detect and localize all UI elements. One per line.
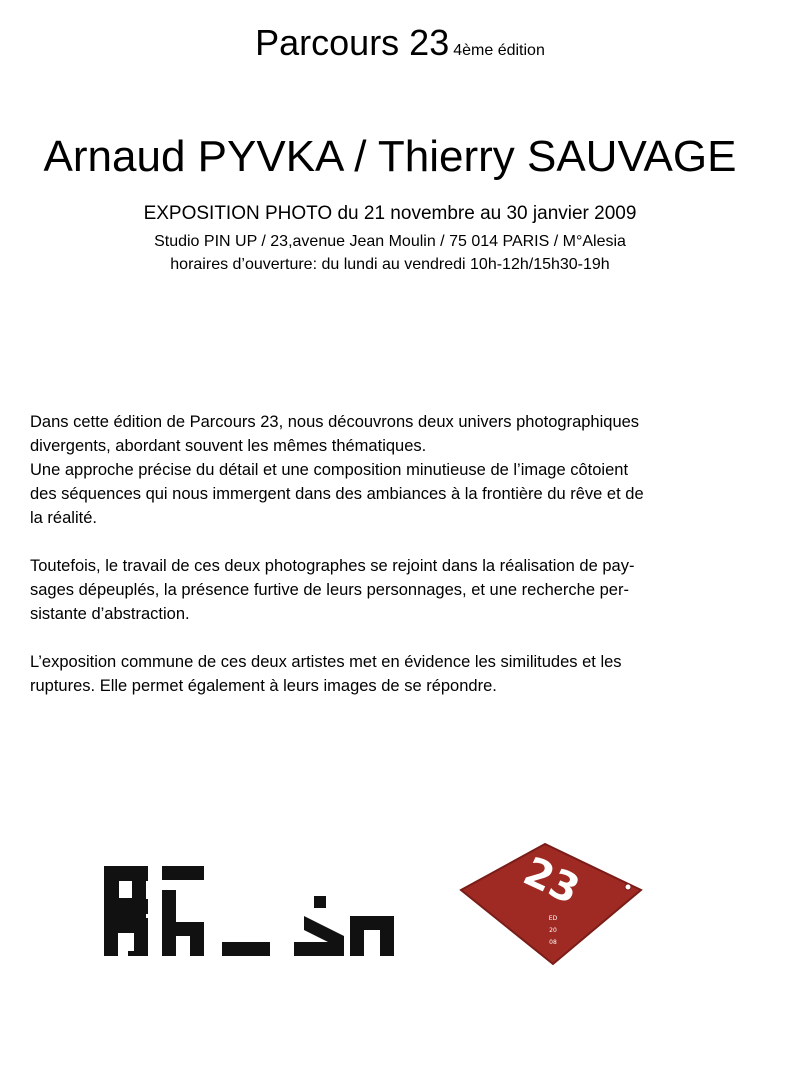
description-paragraph-3 (30, 650, 760, 698)
logo-number: 23 (516, 848, 587, 914)
logo-hole (625, 884, 631, 890)
exhibition-dates: EXPOSITION PHOTO du 21 novembre au 30 janvier 2009 (143, 203, 637, 224)
text-line: des séquences qui nous immergent dans des ambiances à la frontière du rêve et de (30, 485, 644, 503)
text-line: divergents, abordant souvent les mêmes thématiques. (30, 437, 427, 455)
text-line: Toutefois, le travail de ces deux photographes se rejoint dans la réalisation de pay- (30, 557, 635, 575)
opening-hours: horaires d’ouverture: du lundi au vendredi 10h-12h/15h30-19h (170, 256, 610, 273)
text-line: sages dépeuplés, la présence furtive de leurs personnages, et une recherche per- (30, 581, 629, 599)
text-line: Dans cette édition de Parcours 23, nous découvrons deux univers photographiques (30, 413, 640, 431)
edition-label: 4ème édition (453, 42, 545, 59)
description (30, 410, 760, 722)
description-paragraph-2 (30, 554, 760, 626)
logo-stamp-line: 08 (549, 939, 557, 946)
venue-address: Studio PIN UP / 23,avenue Jean Moulin / 75 014 PARIS / M°Alesia (154, 233, 626, 250)
pinup-logo (104, 866, 404, 956)
logo-stamp-line: ED (548, 915, 558, 922)
text-line: ruptures. Elle permet également à leurs images de se répondre. (30, 677, 497, 695)
description-paragraph-1 (30, 410, 760, 530)
text-line: L’exposition commune de ces deux artistes met en évidence les similitudes et les (30, 653, 622, 671)
artists-title: Arnaud PYVKA / Thierry SAUVAGE (43, 132, 737, 181)
parcours-23-logo (455, 838, 645, 968)
text-line: Une approche précise du détail et une composition minutieuse de l’image côtoient (30, 461, 629, 479)
text-line: sistante d’abstraction. (30, 605, 190, 623)
logo-stamp-line: 20 (549, 927, 557, 934)
series-title: Parcours 23 (255, 22, 450, 63)
text-line: la réalité. (30, 509, 97, 527)
page-header (0, 22, 800, 64)
